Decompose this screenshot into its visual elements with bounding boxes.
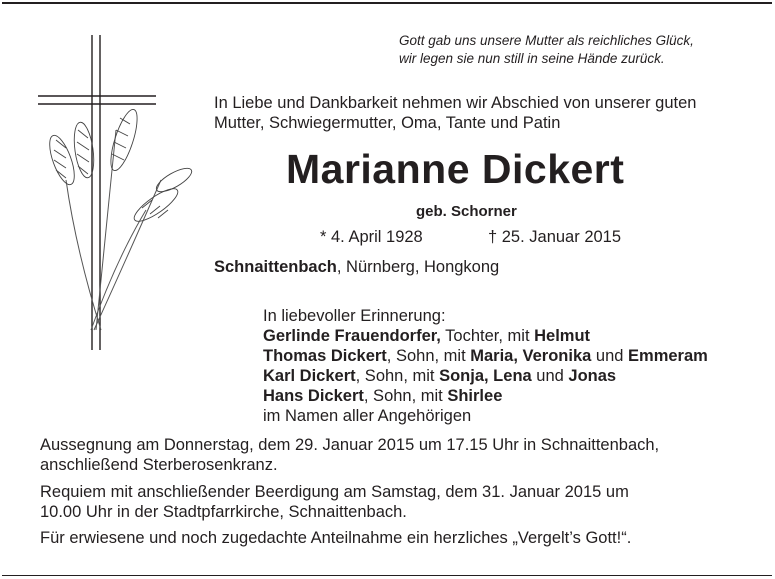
aussegnung-info: [40, 435, 659, 475]
epigraph-quote: [399, 32, 694, 68]
intro-text: [214, 93, 696, 133]
requiem-info: [40, 482, 629, 522]
death-date: † 25. Januar 2015: [488, 228, 622, 246]
service-line: 10.00 Uhr in der Stadtpfarrkirche, Schnaittenbach.: [40, 503, 407, 521]
quote-line: Gott gab uns unsere Mutter als reichliches Glück,: [399, 33, 694, 48]
place-rest: , Nürnberg, Hongkong: [336, 258, 500, 276]
family-closing: im Namen aller Angehörigen: [263, 407, 472, 425]
deceased-name: Marianne Dickert: [286, 146, 625, 192]
places: [214, 258, 499, 277]
family-row: Thomas Dickert, Sohn, mit Maria, Veronika und Emmeram: [263, 347, 708, 365]
intro-line: Mutter, Schwiegermutter, Oma, Tante und Patin: [214, 114, 561, 132]
family-row: Gerlinde Frauendorfer, Tochter, mit Helmut: [263, 327, 591, 345]
birth-name: geb. Schorner: [416, 203, 517, 220]
cross-with-wheat-icon: [36, 30, 196, 360]
place-main: Schnaittenbach: [214, 258, 337, 276]
family-row: Hans Dickert, Sohn, mit Shirlee: [263, 387, 503, 405]
family-row: Karl Dickert, Sohn, mit Sonja, Lena und Jonas: [263, 367, 617, 385]
family-list: [263, 306, 708, 426]
service-line: Requiem mit anschließender Beerdigung am Samstag, dem 31. Januar 2015 um: [40, 483, 629, 501]
birth-date: * 4. April 1928: [320, 228, 423, 246]
family-heading: In liebevoller Erinnerung:: [263, 307, 446, 325]
intro-line: In Liebe und Dankbarkeit nehmen wir Abschied von unserer guten: [214, 94, 697, 112]
quote-line: wir legen sie nun still in seine Hände zurück.: [399, 51, 665, 66]
thanks-text: Für erwiesene und noch zugedachte Anteilnahme ein herzliches „Vergelt’s Gott!“.: [40, 529, 632, 547]
service-line: Aussegnung am Donnerstag, dem 29. Januar 2015 um 17.15 Uhr in Schnaittenbach,: [40, 436, 660, 454]
service-line: anschließend Sterberosenkranz.: [40, 456, 278, 474]
